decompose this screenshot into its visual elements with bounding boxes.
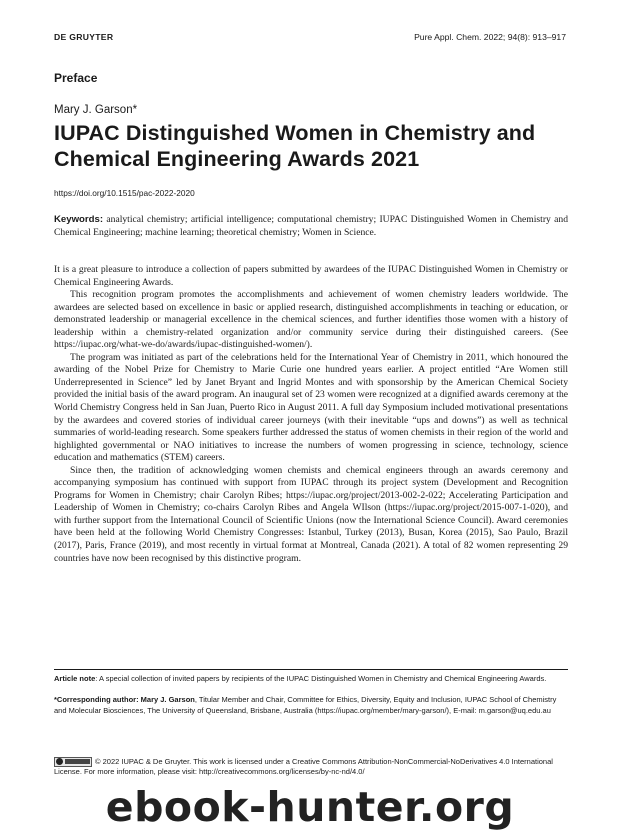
keywords-text: analytical chemistry; artificial intelligence; computational chemistry; IUPAC Distinguished Women in Chemistry and Chemical Engineering; machine learning; theoretical chemistry; Women in Science. (54, 214, 569, 238)
article-note-label: Article note (54, 674, 96, 683)
corresponding-author-label: *Corresponding author: Mary J. Garson (54, 695, 195, 705)
corresponding-author-text: , Titular Member and Chair, Committee for Ethics, Diversity, Equity and Inclusion, IUPAC School of Chemistry and Molecular Biosciences, The University of Queensland, Brisbane, Australia (https://iupac.org/member/mary-garson/), E-mail: m.garson@uq.edu.au (54, 695, 557, 715)
paragraph-4: Since then, the tradition of acknowledging women chemists and chemical engineers through an awards ceremony and accompanying symposium has continued with support from IUPAC through its project system (Development and Recognition Programs for Women in Chemistry; chair Carolyn Ribes; https://iupac.org/project/2013-002-2-022; Accelerating Participation and Leadership of Women in Chemistry; co-chairs Carolyn Ribes and Angela WIlson (https://iupac.org/project/2015-007-1-020), and with further support from the International Council of Scientific Unions (now the International Science Council). Award ceremonies have been held at the following World Chemistry Congresses: Istanbul, Turkey (2013), Busan, Korea (2015), Sao Paulo, Brazil (2017), Paris, France (2019), and most recently in virtual format at Montreal, Canada (2021). A total of 82 women representing 29 countries have now been recognised by this distinctive program. (54, 464, 568, 564)
page-header (54, 32, 566, 46)
footnotes (54, 669, 568, 716)
paragraph-1: It is a great pleasure to introduce a collection of papers submitted by awardees of the IUPAC Distinguished Women in Chemistry or Chemical Engineering Awards. (54, 264, 568, 288)
corresponding-author-note (54, 695, 568, 716)
paragraph-2: This recognition program promotes the accomplishments and achievement of women chemistry leaders worldwide. The awardees are selected based on excellence in basic or applied research, distinguished accomplishments in teaching or education, or demonstrated leadership or managerial excellence in the chemical sciences, and further identifies those women with a history of leadership within a chemistry-related organization and/or community service during their distinguished careers. (See https://iupac.org/what-we-do/awards/iupac-distinguished-women/). (54, 289, 568, 351)
cc-license-icon (54, 757, 92, 767)
article-note (54, 674, 568, 684)
article-note-text: : A special collection of invited papers by recipients of the IUPAC Distinguished Women in Chemistry and Chemical Engineering Awards. (95, 674, 547, 683)
article-title: IUPAC Distinguished Women in Chemistry and Chemical Engineering Awards 2021 (54, 121, 536, 171)
license-note (54, 757, 568, 777)
license-text: © 2022 IUPAC & De Gruyter. This work is licensed under a Creative Commons Attribution-NonCommercial-NoDerivatives 4.0 International License. For more information, please visit: http://creativecommons.org/licenses/by-nc-nd/4.0/ (54, 757, 553, 777)
doi-link[interactable]: https://doi.org/10.1515/pac-2022-2020 (54, 188, 195, 198)
paragraph-3: The program was initiated as part of the celebrations held for the International Year of Chemistry in 2011, which honoured the awarding of the Nobel Prize for Chemistry to Marie Curie one hundred years earlier. A project entitled “Are Women still Underrepresented in Science” led by Janet Bryant and Ingrid Montes and with sponsorship by the American Chemical Society provided the initial basis of the award program. An inaugural set of 23 women were recognized at a dignified awards ceremony at the World Chemistry Congress held in San Juan, Puerto Rico in August 2011. A full day Symposium included motivational presentations by the awardees and covered stories of individual career journeys (with their inevitable “ups and downs”) as well as technical summaries of world-leading research. Some speakers further addressed the status of women chemists in their region of the world and highlighted governmental or NAO initiatives to increase the numbers of women progressing in science, technology, science education and mathematics (STEM) careers. (54, 351, 568, 464)
journal-citation: Pure Appl. Chem. 2022; 94(8): 913–917 (414, 32, 566, 42)
watermark: ebook-hunter.org (105, 783, 515, 831)
article-body (54, 264, 568, 565)
keywords-label: Keywords: (54, 214, 104, 225)
publisher-name: DE GRUYTER (54, 32, 114, 42)
keywords-block (54, 214, 568, 239)
section-label: Preface (54, 71, 98, 85)
author-name: Mary J. Garson* (54, 104, 138, 116)
